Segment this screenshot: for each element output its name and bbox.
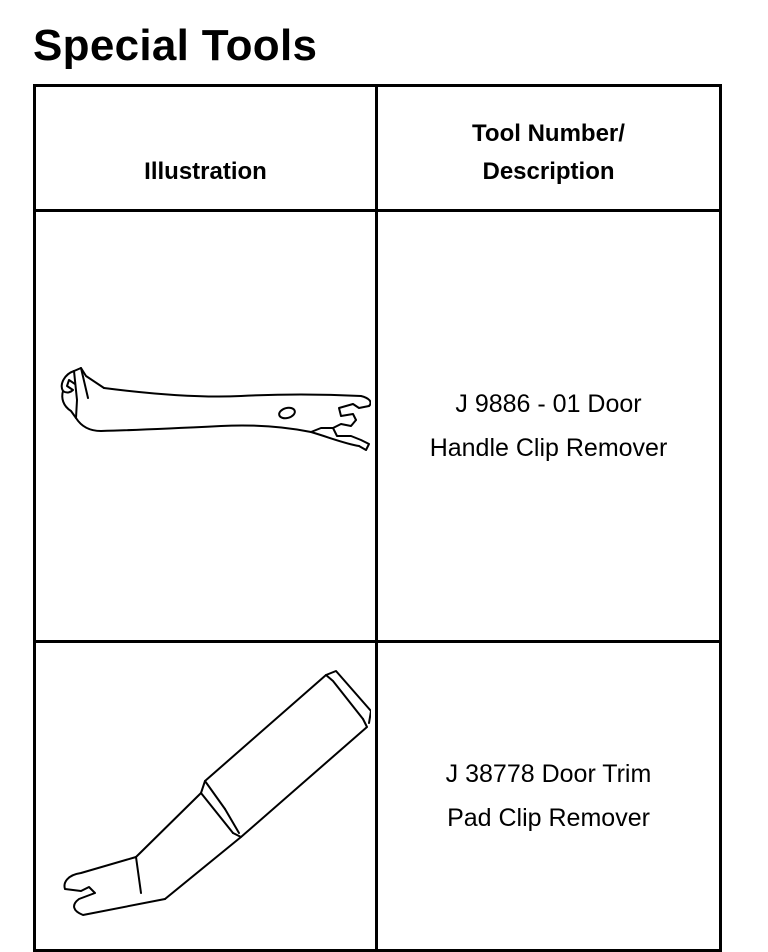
- header-tool-number: [377, 86, 721, 211]
- tool-description-line1: J 9886 - 01 Door: [455, 390, 642, 418]
- door-handle-clip-remover-icon: [41, 356, 371, 466]
- tool-description-line2: Pad Clip Remover: [447, 804, 650, 832]
- header-illustration-label: Illustration: [144, 158, 267, 185]
- header-tool-line1: Tool Number/: [472, 120, 625, 147]
- description-cell: [377, 642, 721, 951]
- header-illustration: [35, 86, 377, 211]
- illustration-cell: [35, 211, 377, 642]
- page-title: Special Tools: [33, 21, 318, 70]
- table-row: [35, 642, 721, 951]
- table-header-row: [35, 86, 721, 211]
- tool-description-line2: Handle Clip Remover: [429, 434, 668, 462]
- header-tool-line2: Description: [482, 158, 615, 185]
- illustration-cell: [35, 642, 377, 951]
- door-trim-pad-clip-remover-icon: [41, 661, 371, 931]
- description-cell: [377, 211, 721, 642]
- table-row: [35, 211, 721, 642]
- special-tools-table: [33, 84, 722, 952]
- tool-description-line1: J 38778 Door Trim: [445, 760, 652, 788]
